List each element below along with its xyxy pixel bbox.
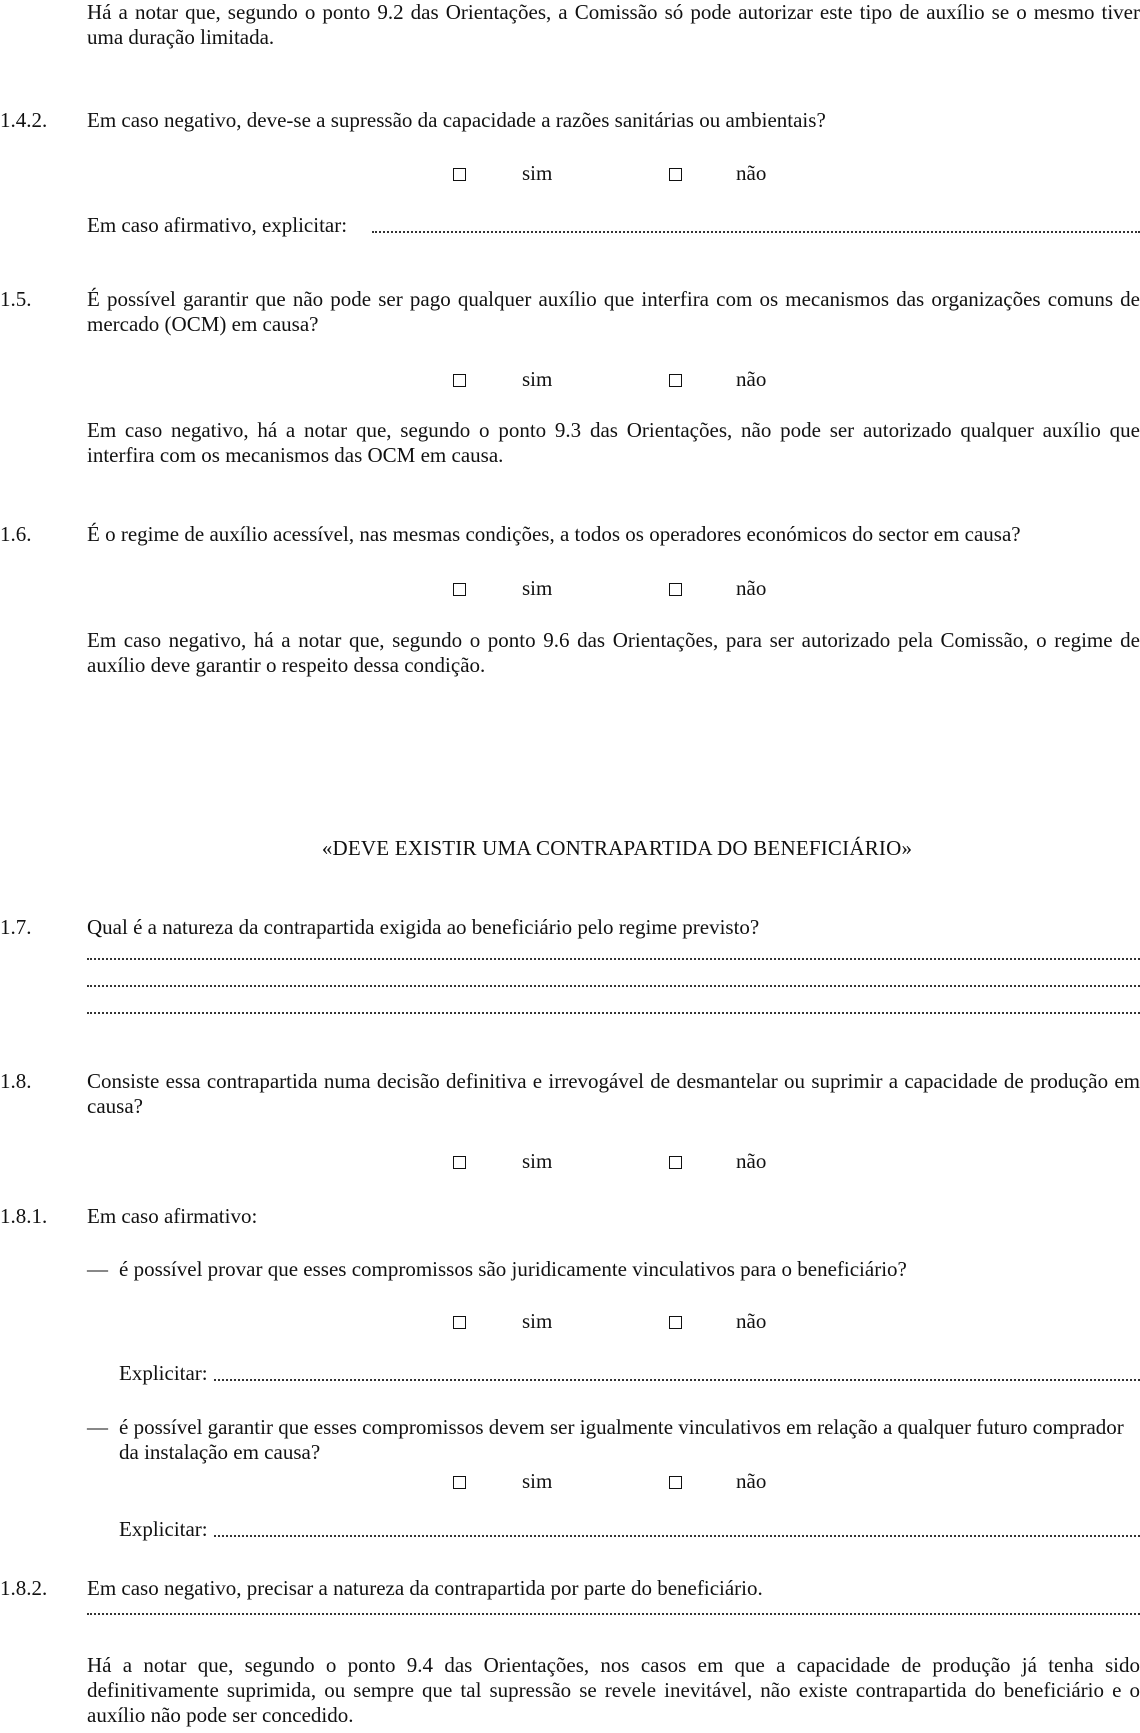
checkbox-no[interactable] <box>669 1156 682 1169</box>
list-item-text: é possível garantir que esses compromissos devem ser igualmente vinculativos em relação a qualquer futuro comprador da instalação em causa? <box>119 1415 1124 1464</box>
question-text: Consiste essa contrapartida numa decisão definitiva e irrevogável de desmantelar ou suprimir a capacidade de produção em causa? <box>87 1069 1140 1118</box>
checkbox-no[interactable] <box>669 583 682 596</box>
explain-field-1-4-2 <box>87 212 1140 238</box>
option-no-label: não <box>736 367 767 391</box>
answer-line[interactable] <box>214 1379 1140 1381</box>
checkbox-no[interactable] <box>669 168 682 181</box>
answer-line[interactable] <box>87 985 1140 987</box>
yes-no-row-1-5 <box>0 366 1140 392</box>
yes-no-row-1-8 <box>0 1148 1140 1174</box>
explain-field-1-8-1-a <box>119 1360 1140 1386</box>
question-text: Qual é a natureza da contrapartida exigida ao beneficiário pelo regime previsto? <box>87 915 760 939</box>
checkbox-yes[interactable] <box>453 1156 466 1169</box>
option-no-label: não <box>736 1469 767 1493</box>
note-1-6: Em caso negativo, há a notar que, segundo o ponto 9.6 das Orientações, para ser autorizado pela Comissão, o regime de auxílio deve garantir o respeito dessa condição. <box>87 628 1140 677</box>
option-no-label: não <box>736 576 767 600</box>
answer-line[interactable] <box>87 1012 1140 1014</box>
question-number: 1.8.2. <box>0 1576 48 1600</box>
checkbox-yes[interactable] <box>453 1316 466 1329</box>
question-number: 1.8.1. <box>0 1204 48 1228</box>
checkbox-no[interactable] <box>669 374 682 387</box>
explain-field-1-8-1-b <box>119 1516 1140 1542</box>
yes-no-row-1-8-1-b <box>0 1468 1140 1494</box>
option-yes-label: sim <box>522 576 553 600</box>
yes-no-row-1-4-2 <box>0 160 1140 186</box>
question-number: 1.8. <box>0 1069 32 1093</box>
checkbox-yes[interactable] <box>453 168 466 181</box>
option-no-label: não <box>736 161 767 185</box>
question-number: 1.4.2. <box>0 108 48 132</box>
checkbox-no[interactable] <box>669 1316 682 1329</box>
option-yes-label: sim <box>522 161 553 185</box>
checkbox-no[interactable] <box>669 1476 682 1489</box>
option-no-label: não <box>736 1149 767 1173</box>
checkbox-yes[interactable] <box>453 374 466 387</box>
question-number: 1.7. <box>0 915 32 939</box>
checkbox-yes[interactable] <box>453 583 466 596</box>
explain-label: Explicitar: <box>119 1517 208 1541</box>
list-item-text: é possível provar que esses compromissos são juridicamente vinculativos para o beneficiário? <box>119 1257 907 1281</box>
answer-line[interactable] <box>87 958 1140 960</box>
question-text: Em caso negativo, deve-se a supressão da capacidade a razões sanitárias ou ambientais? <box>87 108 826 132</box>
answer-line[interactable] <box>214 1535 1140 1537</box>
option-yes-label: sim <box>522 1309 553 1333</box>
question-number: 1.5. <box>0 287 32 311</box>
yes-no-row-1-8-1-a <box>0 1308 1140 1334</box>
option-no-label: não <box>736 1309 767 1333</box>
option-yes-label: sim <box>522 1469 553 1493</box>
answer-line[interactable] <box>372 231 1140 233</box>
final-note: Há a notar que, segundo o ponto 9.4 das Orientações, nos casos em que a capacidade de produção já tenha sido definitivamente suprimida, ou sempre que tal supressão se revele inevitável, não existe contrapartida do beneficiário e o auxílio não pode ser concedido. <box>87 1653 1140 1727</box>
question-text: Em caso negativo, precisar a natureza da contrapartida por parte do beneficiário. <box>87 1576 763 1600</box>
explain-label: Em caso afirmativo, explicitar: <box>87 213 348 237</box>
explain-label: Explicitar: <box>119 1361 208 1385</box>
dash-marker: — <box>87 1415 108 1439</box>
question-text: É possível garantir que não pode ser pago qualquer auxílio que interfira com os mecanismos das organizações comuns de mercado (OCM) em causa? <box>87 287 1140 336</box>
option-yes-label: sim <box>522 1149 553 1173</box>
note-1-5: Em caso negativo, há a notar que, segundo o ponto 9.3 das Orientações, não pode ser autorizado qualquer auxílio que interfira com os mecanismos das OCM em causa. <box>87 418 1140 467</box>
yes-no-row-1-6 <box>0 575 1140 601</box>
intro-note: Há a notar que, segundo o ponto 9.2 das Orientações, a Comissão só pode autorizar este tipo de auxílio se o mesmo tiver uma duração limitada. <box>87 0 1140 49</box>
answer-line[interactable] <box>87 1613 1140 1615</box>
question-text: Em caso afirmativo: <box>87 1204 258 1228</box>
question-number: 1.6. <box>0 522 32 546</box>
question-text: É o regime de auxílio acessível, nas mesmas condições, a todos os operadores económicos do sector em causa? <box>87 522 1021 546</box>
option-yes-label: sim <box>522 367 553 391</box>
dash-marker: — <box>87 1257 108 1281</box>
section-heading: «DEVE EXISTIR UMA CONTRAPARTIDA DO BENEFICIÁRIO» <box>321 836 913 860</box>
checkbox-yes[interactable] <box>453 1476 466 1489</box>
